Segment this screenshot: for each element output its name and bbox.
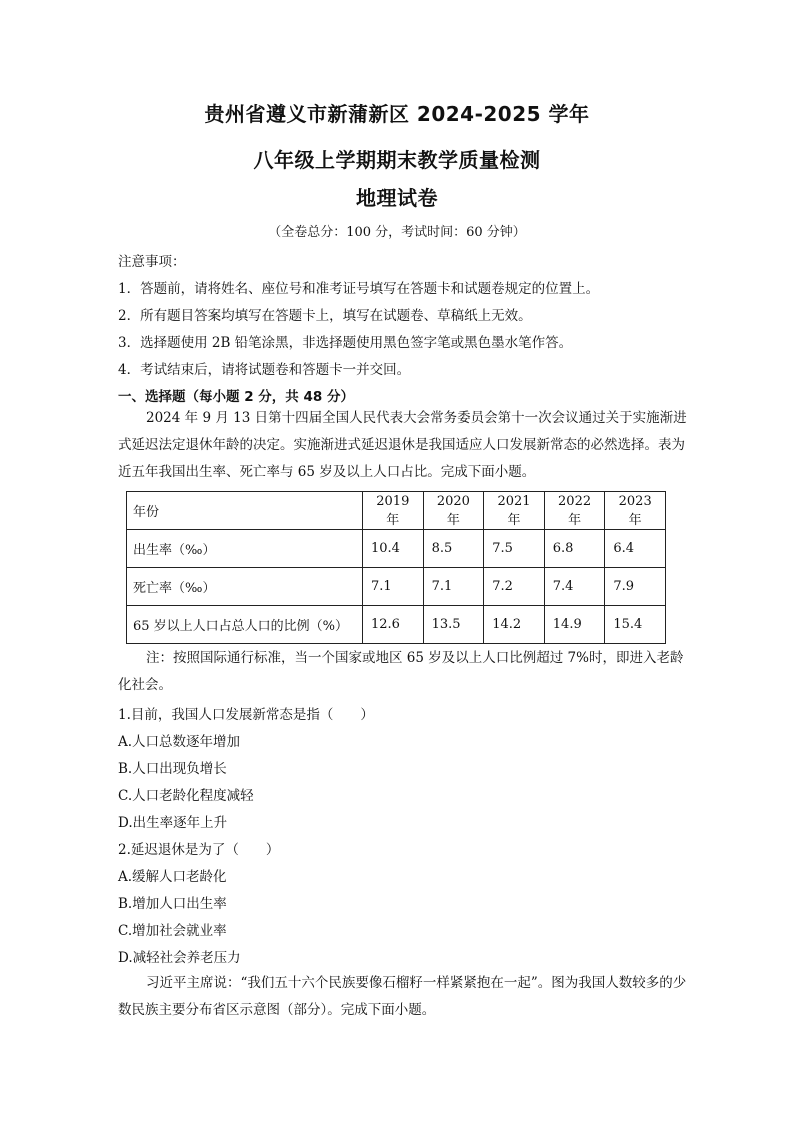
- question-1-stem: 1.目前，我国人口发展新常态是指（ ）: [118, 707, 374, 723]
- table-cell: 2022 年: [544, 492, 605, 530]
- table-cell: 10.4: [363, 530, 424, 568]
- table-row: [127, 568, 666, 606]
- table-row: [127, 606, 666, 644]
- question-2-option-a: A.缓解人口老龄化: [118, 869, 227, 885]
- table-cell: 7.2: [484, 568, 545, 606]
- table-cell: 65 岁以上人口占总人口的比例（%）: [127, 606, 363, 644]
- question-2-stem: 2.延迟退休是为了（ ）: [118, 842, 280, 858]
- table-cell: 7.1: [423, 568, 484, 606]
- score-info: （全卷总分：100 分，考试时间：60 分钟）: [268, 225, 526, 240]
- table-cell: 2023 年: [605, 492, 666, 530]
- table-cell: 7.4: [544, 568, 605, 606]
- population-table: [126, 491, 666, 644]
- table-header-row: [127, 492, 666, 530]
- notice-item: 4．考试结束后，请将试题卷和答题卡一并交回。: [118, 362, 411, 378]
- section-heading: 一、选择题（每小题 2 分，共 48 分）: [118, 389, 354, 405]
- title-line-3: 地理试卷: [356, 186, 438, 210]
- notice-item: 1．答题前，请将姓名、座位号和准考证号填写在答题卡和试题卷规定的位置上。: [118, 281, 600, 297]
- question-1-option-a: A.人口总数逐年增加: [118, 734, 241, 750]
- table-cell: 8.5: [423, 530, 484, 568]
- question-2-option-c: C.增加社会就业率: [118, 923, 227, 939]
- table-cell: 2020 年: [423, 492, 484, 530]
- question-2-option-d: D.减轻社会养老压力: [118, 950, 241, 966]
- table-cell: 2019 年: [363, 492, 424, 530]
- table-cell: 6.4: [605, 530, 666, 568]
- table-cell: 14.9: [544, 606, 605, 644]
- table-cell: 2021 年: [484, 492, 545, 530]
- table-cell: 7.1: [363, 568, 424, 606]
- question-1-option-d: D.出生率逐年上升: [118, 815, 228, 831]
- table-note: 注：按照国际通行标准，当一个国家或地区 65 岁及以上人口比例超过 7%时，即进入老龄化社会。: [118, 650, 684, 693]
- question-2-option-b: B.增加人口出生率: [118, 896, 227, 912]
- intro-paragraph-2: 习近平主席说：“我们五十六个民族要像石榴籽一样紧紧抱在一起”。图为我国人数较多的少数民族主要分布省区示意图（部分）。完成下面小题。: [118, 975, 687, 1018]
- table-cell: 12.6: [363, 606, 424, 644]
- title-line-2: 八年级上学期期末教学质量检测: [253, 148, 541, 172]
- title-line-1: 贵州省遵义市新蒲新区 2024-2025 学年: [204, 102, 590, 126]
- notice-heading: 注意事项：: [118, 254, 186, 270]
- notice-item: 2．所有题目答案均填写在答题卡上，填写在试题卷、草稿纸上无效。: [118, 308, 532, 324]
- intro-paragraph: 2024 年 9 月 13 日第十四届全国人民代表大会常务委员会第十一次会议通过关于实施渐进式延迟法定退休年龄的决定。实施渐进式延迟退休是我国适应人口发展新常态的必然选择。表为近五年我国出生率、死亡率与 65 岁及以上人口占比。完成下面小题。: [118, 410, 687, 480]
- notice-item: 3．选择题使用 2B 铅笔涂黑，非选择题使用黑色签字笔或黑色墨水笔作答。: [118, 335, 573, 351]
- table-cell: 14.2: [484, 606, 545, 644]
- table-cell: 15.4: [605, 606, 666, 644]
- table-cell: 死亡率（‰）: [127, 568, 363, 606]
- question-1-option-c: C.人口老龄化程度减轻: [118, 788, 254, 804]
- table-row: [127, 530, 666, 568]
- table-cell: 6.8: [544, 530, 605, 568]
- table-cell: 年份: [127, 492, 363, 530]
- table-cell: 7.9: [605, 568, 666, 606]
- table-cell: 出生率（‰）: [127, 530, 363, 568]
- table-cell: 13.5: [423, 606, 484, 644]
- question-1-option-b: B.人口出现负增长: [118, 761, 227, 777]
- table-cell: 7.5: [484, 530, 545, 568]
